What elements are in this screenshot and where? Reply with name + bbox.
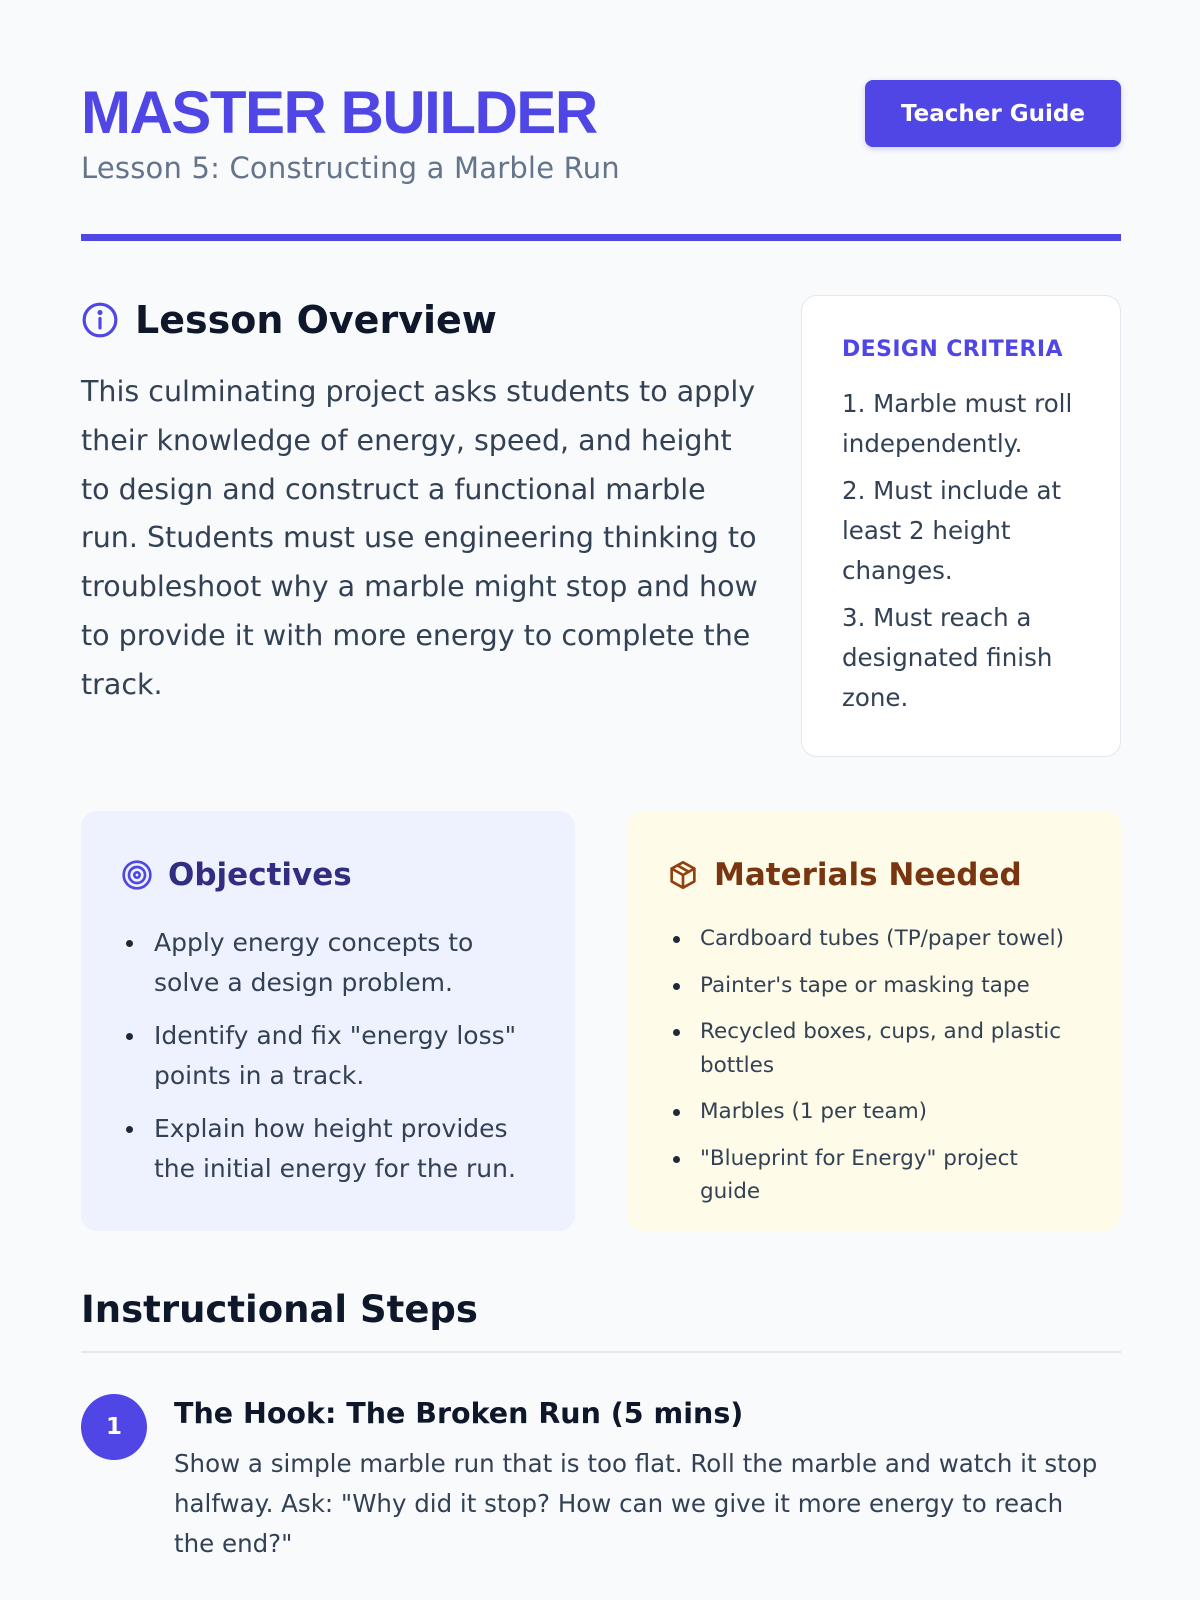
lesson-subtitle: Lesson 5: Constructing a Marble Run xyxy=(81,151,620,185)
overview-heading-row xyxy=(81,296,761,344)
page-title: MASTER BUILDER xyxy=(81,79,597,146)
list-item: Recycled boxes, cups, and plastic bottles xyxy=(667,1015,1081,1082)
materials-title: Materials Needed xyxy=(714,857,1022,893)
objectives-heading-row xyxy=(121,855,535,895)
criteria-item: 1. Marble must roll independently. xyxy=(842,389,1073,458)
objectives-list xyxy=(121,923,535,1189)
materials-heading-row xyxy=(667,855,1081,895)
list-item: Marbles (1 per team) xyxy=(667,1095,1081,1129)
design-criteria-list xyxy=(842,384,1082,718)
design-criteria-card xyxy=(801,295,1121,757)
lesson-overview-section xyxy=(81,296,761,710)
target-icon xyxy=(121,859,153,891)
list-item: Cardboard tubes (TP/paper towel) xyxy=(667,922,1081,956)
step-description: Show a simple marble run that is too flat. Roll the marble and watch it stop halfway. Ask: "Why did it stop? How can we give it more energy to reach the end?" xyxy=(174,1449,1098,1558)
overview-body: This culminating project asks students to apply their knowledge of energy, speed, and height to design and construct a functional marble run. Students must use engineering thinking to troubleshoot why a marble might stop and how to provide it with more energy to complete the track. xyxy=(81,375,758,701)
design-criteria-label: DESIGN CRITERIA xyxy=(842,337,1063,362)
info-circle-icon xyxy=(81,301,119,339)
header-divider xyxy=(81,234,1121,241)
list-item: Identify and fix "energy loss" points in a track. xyxy=(121,1016,535,1096)
criteria-item: 2. Must include at least 2 height changes. xyxy=(842,476,1062,585)
steps-divider xyxy=(81,1351,1121,1353)
objectives-title: Objectives xyxy=(168,857,352,893)
list-item: Explain how height provides the initial energy for the run. xyxy=(121,1109,535,1189)
teacher-guide-button[interactable]: Teacher Guide xyxy=(865,80,1121,147)
materials-card xyxy=(627,811,1121,1231)
list-item: Painter's tape or masking tape xyxy=(667,969,1081,1003)
step-title: The Hook: The Broken Run (5 mins) xyxy=(174,1397,744,1430)
criteria-item: 3. Must reach a designated finish zone. xyxy=(842,603,1053,712)
step-number-badge: 1 xyxy=(81,1394,147,1460)
overview-title: Lesson Overview xyxy=(135,298,497,342)
box-icon xyxy=(667,859,699,891)
list-item: "Blueprint for Energy" project guide xyxy=(667,1142,1081,1209)
instructional-steps-title: Instructional Steps xyxy=(81,1288,478,1331)
materials-list xyxy=(667,922,1081,1209)
objectives-card xyxy=(81,811,575,1231)
page-header xyxy=(81,80,1121,190)
list-item: Apply energy concepts to solve a design problem. xyxy=(121,923,535,1003)
